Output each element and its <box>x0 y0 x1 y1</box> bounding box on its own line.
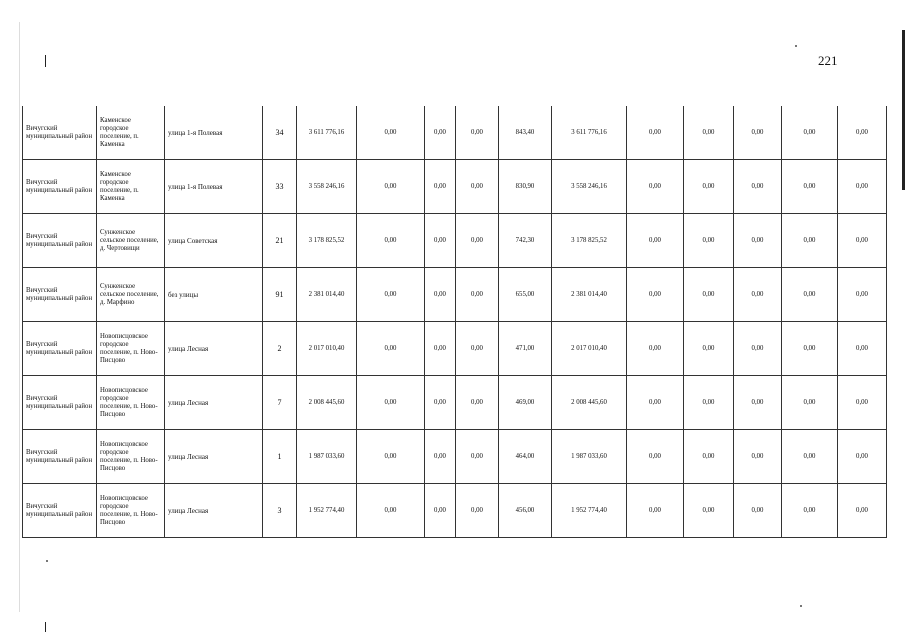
street-cell: улица Лесная <box>165 322 263 376</box>
value-cell: 0,00 <box>456 484 499 538</box>
value-cell: 0,00 <box>627 268 684 322</box>
value-cell: 0,00 <box>684 484 734 538</box>
scan-left-rule <box>19 22 20 612</box>
house-number-cell: 7 <box>263 376 297 430</box>
street-cell: улица Лесная <box>165 430 263 484</box>
value-cell: 0,00 <box>684 268 734 322</box>
value-cell: 0,00 <box>425 160 456 214</box>
value-cell: 0,00 <box>627 160 684 214</box>
house-number-cell: 34 <box>263 106 297 160</box>
rayon-cell: Вичугский муниципальный район <box>23 484 97 538</box>
street-cell: улица Лесная <box>165 376 263 430</box>
settlement-cell: Сунженское сельское поселение, д. Марфино <box>97 268 165 322</box>
value-cell: 0,00 <box>734 214 782 268</box>
value-cell: 3 558 246,16 <box>552 160 627 214</box>
settlement-cell: Каменское городское поселение, п. Каменка <box>97 106 165 160</box>
house-number-cell: 33 <box>263 160 297 214</box>
street-cell: улица 1-я Полевая <box>165 106 263 160</box>
housing-table <box>22 106 887 538</box>
value-cell: 2 017 010,40 <box>552 322 627 376</box>
house-number-cell: 3 <box>263 484 297 538</box>
value-cell: 0,00 <box>782 322 838 376</box>
value-cell: 0,00 <box>782 106 838 160</box>
value-cell: 843,40 <box>499 106 552 160</box>
house-number-cell: 2 <box>263 322 297 376</box>
value-cell: 0,00 <box>684 214 734 268</box>
house-number-cell: 21 <box>263 214 297 268</box>
value-cell: 0,00 <box>684 106 734 160</box>
value-cell: 0,00 <box>734 268 782 322</box>
settlement-cell: Сунженское сельское поселение, д. Чертовищи <box>97 214 165 268</box>
value-cell: 2 017 010,40 <box>297 322 357 376</box>
value-cell: 0,00 <box>357 106 425 160</box>
value-cell: 2 008 445,60 <box>297 376 357 430</box>
street-cell: улица Лесная <box>165 484 263 538</box>
value-cell: 456,00 <box>499 484 552 538</box>
value-cell: 0,00 <box>425 214 456 268</box>
rayon-cell: Вичугский муниципальный район <box>23 268 97 322</box>
value-cell: 0,00 <box>357 268 425 322</box>
house-number-cell: 91 <box>263 268 297 322</box>
value-cell: 0,00 <box>734 160 782 214</box>
value-cell: 0,00 <box>782 484 838 538</box>
rayon-cell: Вичугский муниципальный район <box>23 160 97 214</box>
value-cell: 0,00 <box>684 160 734 214</box>
value-cell: 0,00 <box>425 484 456 538</box>
rayon-cell: Вичугский муниципальный район <box>23 322 97 376</box>
value-cell: 0,00 <box>684 376 734 430</box>
street-cell: без улицы <box>165 268 263 322</box>
value-cell: 0,00 <box>357 430 425 484</box>
value-cell: 0,00 <box>627 106 684 160</box>
value-cell: 0,00 <box>734 376 782 430</box>
value-cell: 3 178 825,52 <box>297 214 357 268</box>
settlement-cell: Новописцовское городское поселение, п. Ново-Писцово <box>97 322 165 376</box>
street-cell: улица Советская <box>165 214 263 268</box>
scan-speck <box>46 560 48 562</box>
value-cell: 0,00 <box>782 268 838 322</box>
value-cell: 0,00 <box>456 322 499 376</box>
scan-speck <box>795 45 797 47</box>
value-cell: 0,00 <box>425 376 456 430</box>
rayon-cell: Вичугский муниципальный район <box>23 214 97 268</box>
table-body <box>23 106 887 538</box>
value-cell: 0,00 <box>456 106 499 160</box>
table-row <box>23 376 887 430</box>
margin-mark <box>45 55 46 67</box>
value-cell: 0,00 <box>734 484 782 538</box>
value-cell: 0,00 <box>838 268 887 322</box>
value-cell: 3 558 246,16 <box>297 160 357 214</box>
table-row <box>23 322 887 376</box>
street-cell: улица 1-я Полевая <box>165 160 263 214</box>
value-cell: 0,00 <box>456 430 499 484</box>
rayon-cell: Вичугский муниципальный район <box>23 106 97 160</box>
value-cell: 3 178 825,52 <box>552 214 627 268</box>
value-cell: 0,00 <box>456 268 499 322</box>
value-cell: 1 987 033,60 <box>552 430 627 484</box>
value-cell: 655,00 <box>499 268 552 322</box>
value-cell: 0,00 <box>838 322 887 376</box>
value-cell: 0,00 <box>838 484 887 538</box>
value-cell: 742,30 <box>499 214 552 268</box>
value-cell: 0,00 <box>782 376 838 430</box>
value-cell: 1 952 774,40 <box>297 484 357 538</box>
house-number-cell: 1 <box>263 430 297 484</box>
settlement-cell: Новописцовское городское поселение, п. Ново-Писцово <box>97 484 165 538</box>
value-cell: 0,00 <box>357 160 425 214</box>
value-cell: 0,00 <box>456 376 499 430</box>
value-cell: 2 381 014,40 <box>297 268 357 322</box>
value-cell: 0,00 <box>684 322 734 376</box>
value-cell: 2 008 445,60 <box>552 376 627 430</box>
settlement-cell: Новописцовское городское поселение, п. Ново-Писцово <box>97 430 165 484</box>
value-cell: 0,00 <box>425 322 456 376</box>
value-cell: 0,00 <box>425 268 456 322</box>
rayon-cell: Вичугский муниципальный район <box>23 376 97 430</box>
table-row <box>23 430 887 484</box>
value-cell: 464,00 <box>499 430 552 484</box>
value-cell: 0,00 <box>357 322 425 376</box>
value-cell: 3 611 776,16 <box>297 106 357 160</box>
value-cell: 0,00 <box>838 376 887 430</box>
rayon-cell: Вичугский муниципальный район <box>23 430 97 484</box>
settlement-cell: Новописцовское городское поселение, п. Ново-Писцово <box>97 376 165 430</box>
value-cell: 0,00 <box>627 322 684 376</box>
scan-speck <box>800 605 802 607</box>
value-cell: 469,00 <box>499 376 552 430</box>
value-cell: 0,00 <box>838 160 887 214</box>
table-row <box>23 214 887 268</box>
value-cell: 2 381 014,40 <box>552 268 627 322</box>
value-cell: 0,00 <box>734 322 782 376</box>
value-cell: 0,00 <box>838 430 887 484</box>
settlement-cell: Каменское городское поселение, п. Каменка <box>97 160 165 214</box>
value-cell: 0,00 <box>456 214 499 268</box>
value-cell: 0,00 <box>782 430 838 484</box>
value-cell: 0,00 <box>425 106 456 160</box>
value-cell: 0,00 <box>425 430 456 484</box>
value-cell: 830,90 <box>499 160 552 214</box>
value-cell: 0,00 <box>838 106 887 160</box>
value-cell: 0,00 <box>782 160 838 214</box>
value-cell: 0,00 <box>734 430 782 484</box>
page-number: 221 <box>818 53 838 68</box>
value-cell: 0,00 <box>357 214 425 268</box>
value-cell: 0,00 <box>684 430 734 484</box>
value-cell: 0,00 <box>627 484 684 538</box>
value-cell: 0,00 <box>627 376 684 430</box>
table-row <box>23 106 887 160</box>
value-cell: 471,00 <box>499 322 552 376</box>
value-cell: 1 987 033,60 <box>297 430 357 484</box>
value-cell: 0,00 <box>357 376 425 430</box>
value-cell: 0,00 <box>838 214 887 268</box>
value-cell: 0,00 <box>734 106 782 160</box>
value-cell: 0,00 <box>357 484 425 538</box>
value-cell: 0,00 <box>456 160 499 214</box>
value-cell: 3 611 776,16 <box>552 106 627 160</box>
table-row <box>23 268 887 322</box>
value-cell: 0,00 <box>627 214 684 268</box>
table-row <box>23 484 887 538</box>
value-cell: 0,00 <box>782 214 838 268</box>
value-cell: 0,00 <box>627 430 684 484</box>
table-row <box>23 160 887 214</box>
margin-mark <box>45 622 46 632</box>
value-cell: 1 952 774,40 <box>552 484 627 538</box>
